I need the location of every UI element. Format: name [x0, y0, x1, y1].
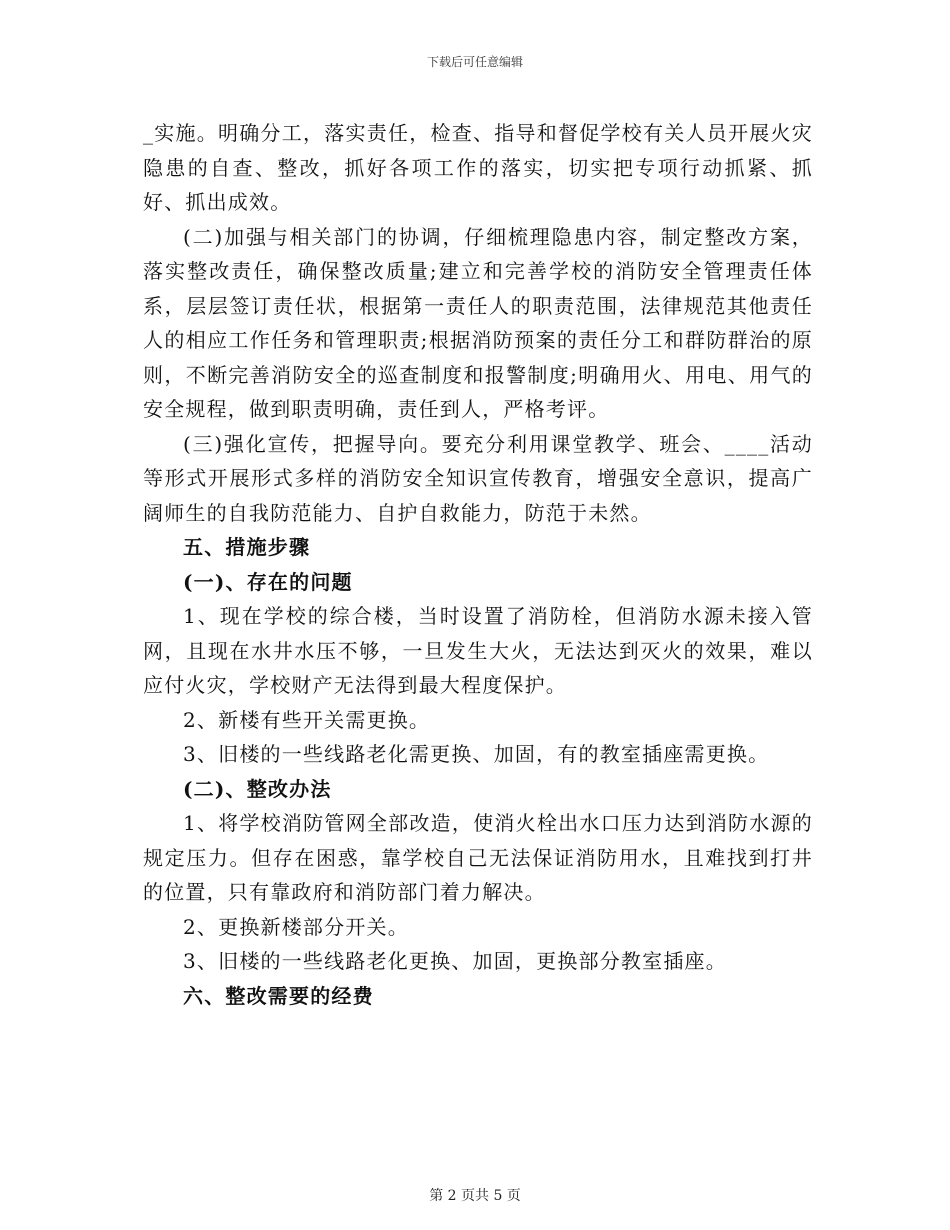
section-heading-funding: 六、整改需要的经费: [183, 983, 374, 1008]
paragraph-implementation: _实施。明确分工，落实责任，检查、指导和督促学校有关人员开展火灾隐患的自查、整改，抓好各项工作的落实，切实把专项行动抓紧、抓好、抓出成效。: [143, 121, 813, 214]
subheading-problems: (一)、存在的问题: [183, 569, 353, 594]
solution-item-2: 2、更换新楼部分开关。: [183, 914, 409, 939]
solution-item-3: 3、旧楼的一些线路老化更换、加固，更换部分教室插座。: [183, 949, 727, 973]
page-header: 下载后可任意编辑: [426, 55, 523, 69]
problem-item-1: 1、现在学校的综合楼，当时设置了消防栓，但消防水源未接入管网，且现在水井水压不够，一旦发生大火，无法达到灭火的效果，难以应付火灾，学校财产无法得到最大程度保护。: [143, 604, 813, 697]
paragraph-publicity: (三)强化宣传，把握导向。要充分利用课堂教学、班会、____活动等形式开展形式多样的消防安全知识宣传教育，增强安全意识，提高广阔师生的自我防范能力、自护自救能力，防范于未然。: [143, 431, 813, 525]
page-footer: 第 2 页共 5 页: [429, 1188, 521, 1204]
problem-item-2: 2、新楼有些开关需更换。: [183, 707, 431, 732]
section-heading-measures: 五、措施步骤: [183, 535, 311, 559]
subheading-solutions: (二)、整改办法: [183, 776, 332, 801]
document-body: [143, 116, 813, 1013]
paragraph-coordination: (二)加强与相关部门的协调，仔细梳理隐患内容，制定整改方案，落实整改责任，确保整改质量;建立和完善学校的消防安全管理责任体系，层层签订责任状，根据第一责任人的职责范围，法律规范其他责任人的相应工作任务和管理职责;根据消防预案的责任分工和群防群治的原则，不断完善消防安全的巡查制度和报警制度;明确用火、用电、用气的安全规程，做到职责明确，责任到人，严格考评。: [143, 224, 813, 421]
solution-item-1: 1、将学校消防管网全部改造，使消火栓出水口压力达到消防水源的规定压力。但存在困惑，靠学校自己无法保证消防用水，且难找到打井的位置，只有靠政府和消防部门着力解决。: [143, 811, 813, 904]
problem-item-3: 3、旧楼的一些线路老化需更换、加固，有的教室插座需更换。: [183, 742, 770, 766]
